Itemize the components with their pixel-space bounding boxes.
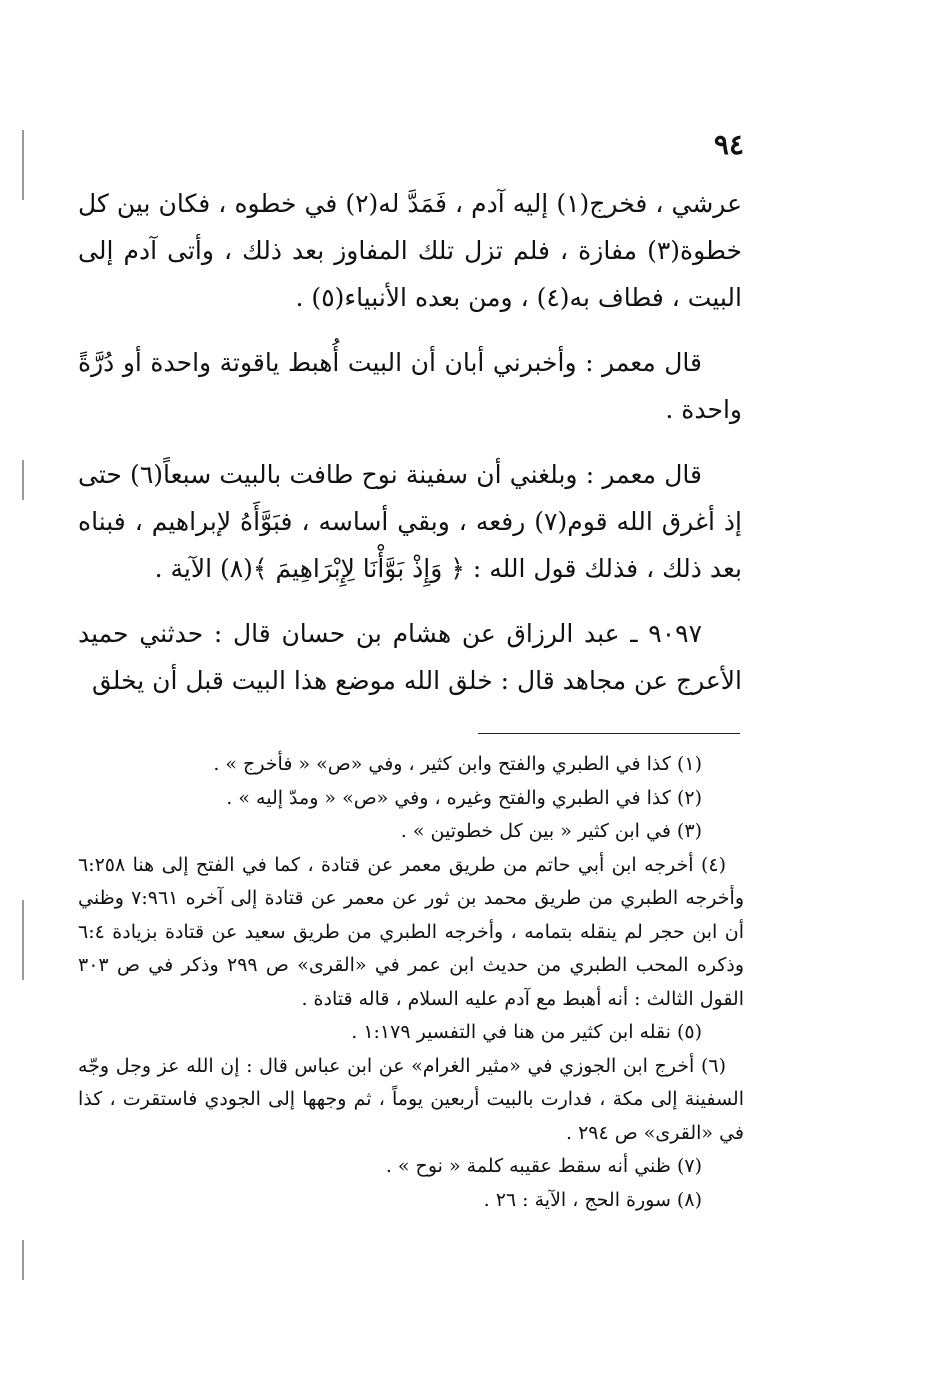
scan-margin xyxy=(0,0,40,1373)
footnote: (٢) كذا في الطبري والفتح وغيره ، وفي «ص» « ومدّ إليه » . xyxy=(226,786,702,809)
paragraph: عرشي ، فخرج(١) إليه آدم ، فَمَدَّ له(٢) في خطوه ، فكان بين كل خطوة(٣) مفازة ، فلم تزل تلك المفاوز بعد ذلك ، وأتى آدم إلى البيت ، فطاف به(٤) ، ومن بعده الأنبياء(٥) . xyxy=(78,189,742,312)
footnote: (٤) أخرجه ابن أبي حاتم من طريق معمر عن قتادة ، كما في الفتح إلى هنا ٦:٢٥٨ وأخرجه الطبري من طريق محمد بن ثور عن معمر عن قتادة إلى آخره ٧:٩٦١ وظني أن ابن حجر لم ينقله بتمامه ، وأخرجه الطبري من طريق سعيد عن قتادة بزيادة ٦:٤ وذكره المحب الطبري من حديث ابن عمر في «القرى» ص ٢٩٩ وذكر في ص ٣٠٣ القول الثالث : أنه أهبط مع آدم عليه السلام ، قاله قتادة . xyxy=(78,853,744,1010)
footnote: (١) كذا في الطبري والفتح وابن كثير ، وفي «ص» « فأخرج » . xyxy=(213,753,702,775)
footnote: (٦) أخرج ابن الجوزي في «مثير الغرام» عن ابن عباس قال : إن الله عز وجل وجّه السفينة إلى مكة ، فدارت بالبيت أربعين يوماً ، ثم وجهها إلى الجودي فاستقرت ، كذا في «القرى» ص ٢٩٤ . xyxy=(78,1054,744,1144)
footnote: (٥) نقله ابن كثير من هنا في التفسير ١:١٧٩ . xyxy=(351,1021,702,1043)
scan-artifact-line xyxy=(22,1240,24,1280)
main-text xyxy=(78,180,742,722)
paragraph: قال معمر : وبلغني أن سفينة نوح طافت بالبيت سبعاً(٦) حتى إذ أغرق الله قوم(٧) رفعه ، وبقي أساسه ، فبَوَّأَهُ لإبراهيم ، فبناه بعد ذلك ، فذلك قول الله : ﴿ وَإِذْ بَوَّأْنَا لِإِبْرَاهِيمَ ﴾(٨) الآية . xyxy=(78,460,742,583)
footnote: (٨) سورة الحج ، الآية : ٢٦ . xyxy=(483,1188,702,1211)
footnotes xyxy=(78,748,744,1217)
page-number: ٩٤ xyxy=(713,128,744,161)
scan-artifact-line xyxy=(22,460,24,500)
footnote-separator xyxy=(478,733,740,734)
footnote: (٧) ظني أنه سقط عقيبه كلمة « نوح » . xyxy=(385,1155,702,1177)
paragraph: قال معمر : وأخبرني أبان أن البيت أُهبط ياقوتة واحدة أو دُرَّةً واحدة . xyxy=(78,348,742,424)
paragraph: ٩٠٩٧ ـ عبد الرزاق عن هشام بن حسان قال : حدثني حميد الأعرج عن مجاهد قال : خلق الله موضع هذا البيت قبل أن يخلق xyxy=(78,619,742,695)
scan-artifact-line xyxy=(22,130,24,200)
scan-artifact-line xyxy=(22,900,24,980)
footnote: (٣) في ابن كثير « بين كل خطوتين » . xyxy=(400,820,702,842)
